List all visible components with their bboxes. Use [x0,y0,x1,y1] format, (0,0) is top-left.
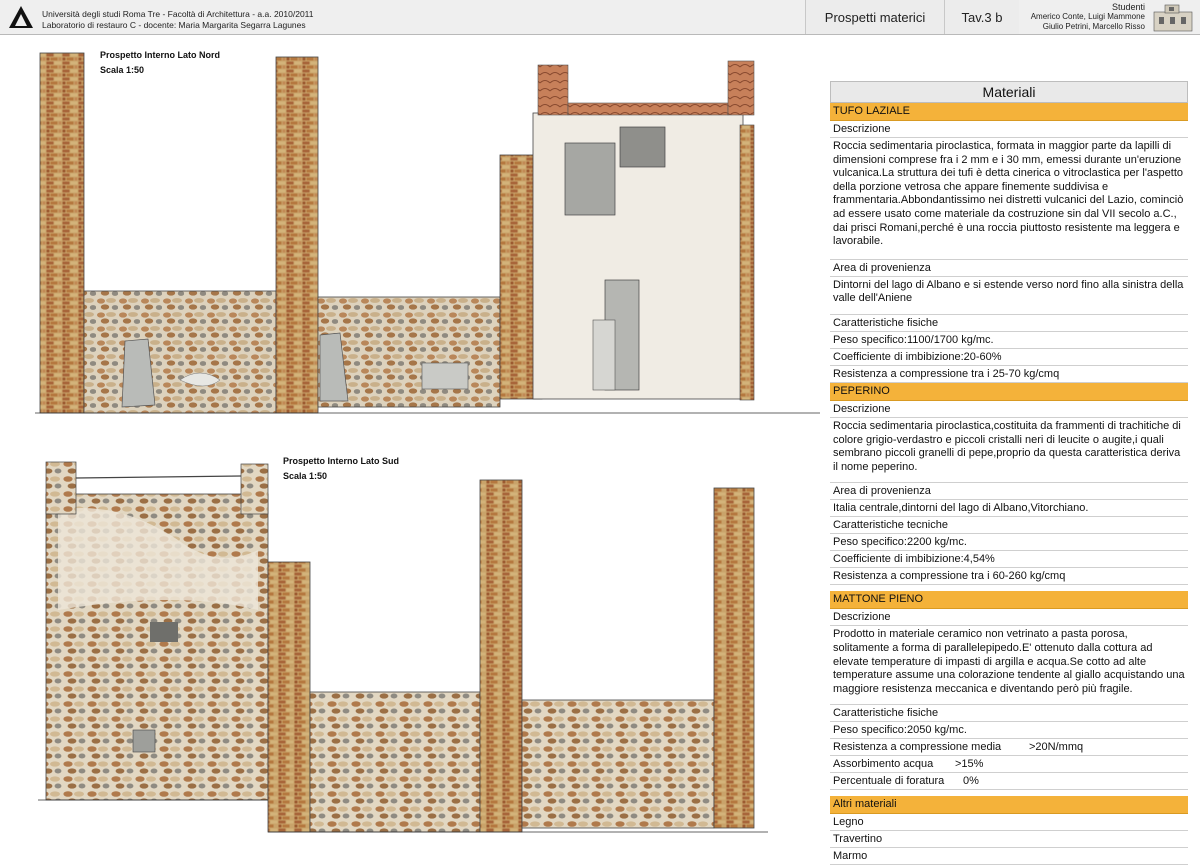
peperino-props-label: Caratteristiche tecniche [830,517,1188,534]
mattone-description: Prodotto in materiale ceramico non vetrinato a pasta porosa, solitamente a forma di parallelepipedo.E' ottenuto dalla cottura ad elevate temperature di impasti di argilla e acqua.Se cotto ad alte temperature assume una colorazione tendente al giallo acquistando una maggiore resistenza meccanica e diventando però più fragile. [830,626,1188,705]
north-elevation-drawing [30,45,820,425]
mattone-compression-value: >20N/mmq [1029,741,1084,754]
mattone-perforation-label: Percentuale di foratura [833,775,945,788]
lab-line: Laboratorio di restauro C - docente: Maria Margarita Segarra Lagunes [42,20,306,30]
altri-item-travertino: Travertino [830,831,1188,848]
material-altri-header: Altri materiali [830,796,1188,814]
peperino-description: Roccia sedimentaria piroclastica,costituita da frammenti di trachitiche di colore grigio-verdastro e piccoli cristalli neri di leucite o augite,i quali sembrano piccoli granelli di pepe,proprio da questa caratteristica deriva il nome peperino. [830,418,1188,483]
course-info [42,9,314,31]
students-names-1: Americo Conte, Luigi Mammone [1030,12,1145,21]
tufo-props-label: Caratteristiche fisiche [830,315,1188,332]
material-mattone-header: MATTONE PIENO [830,591,1188,609]
south-elevation-drawing [38,460,808,840]
title-block [0,0,1200,35]
sheet-number: Tav.3 b [944,0,1019,34]
mattone-absorption-value: >15% [955,758,984,771]
tufo-description-label: Descrizione [830,121,1188,138]
altri-item-legno: Legno [830,814,1188,831]
peperino-area-label: Area di provenienza [830,483,1188,500]
tufo-prop-weight: Peso specifico:1100/1700 kg/mc. [830,332,1188,349]
mattone-description-label: Descrizione [830,609,1188,626]
mattone-props-label: Caratteristiche fisiche [830,705,1188,722]
mattone-prop-compression [830,739,1188,756]
students-names-2: Giulio Petrini, Marcello Risso [1042,22,1145,31]
mattone-compression-label: Resistenza a compressione media [833,741,1002,754]
peperino-prop-compression: Resistenza a compressione tra i 60-260 kg/cmq [830,568,1188,585]
tufo-description: Roccia sedimentaria piroclastica, formata in maggior parte da lapilli di dimensioni comprese fra i 2 mm e i 30 mm, emessi durante un'eruzione vulcanica.La struttura dei tufi è detta cinerica o vitroclastica per l'aspetto della porzione vetrosa che appare finemente suddivisa e frammentaria.Abbondantissimo nei distretti vulcanici del Lazio, cominciò ad essere usato come materiale da costruzione sin dal VII secolo a.C., dai prisci Romani,perché è una roccia piuttosto resistente ma leggera e lavorabile. [830,138,1188,260]
university-line: Università degli studi Roma Tre - Facoltà di Architettura - a.a. 2010/2011 [42,9,314,19]
mattone-prop-perforation [830,773,1188,790]
mattone-perforation-value: 0% [963,775,979,788]
mattone-absorption-label: Assorbimento acqua [833,758,934,771]
materials-legend [830,81,1188,865]
tufo-prop-imbibition: Coefficiente di imbibizione:20-60% [830,349,1188,366]
north-elevation-title: Prospetto Interno Lato Nord [100,50,220,60]
materials-title: Materiali [830,81,1188,103]
peperino-prop-weight: Peso specifico:2200 kg/mc. [830,534,1188,551]
tufo-area: Dintorni del lago di Albano e si estende verso nord fino alla sinistra della valle dell'Aniene [830,277,1188,315]
peperino-prop-imbibition: Coefficiente di imbibizione:4,54% [830,551,1188,568]
students-block [1020,2,1145,32]
altri-item-marmo: Marmo [830,848,1188,865]
south-elevation-scale: Scala 1:50 [283,471,328,481]
mattone-prop-absorption [830,756,1188,773]
peperino-description-label: Descrizione [830,401,1188,418]
students-label: Studenti [1111,2,1145,12]
building-thumbnail-icon [1150,2,1196,32]
mattone-prop-weight: Peso specifico:2050 kg/mc. [830,722,1188,739]
peperino-area: Italia centrale,dintorni del lago di Albano,Vitorchiano. [830,500,1188,517]
material-peperino-header: PEPERINO [830,383,1188,401]
tufo-prop-compression: Resistenza a compressione tra i 25-70 kg/cmq [830,366,1188,383]
material-tufo-header: TUFO LAZIALE [830,103,1188,121]
university-logo-icon [8,4,34,30]
sheet-title: Prospetti materici [805,0,944,34]
south-elevation-title: Prospetto Interno Lato Sud [283,456,399,466]
tufo-area-label: Area di provenienza [830,260,1188,277]
north-elevation-scale: Scala 1:50 [100,65,145,75]
